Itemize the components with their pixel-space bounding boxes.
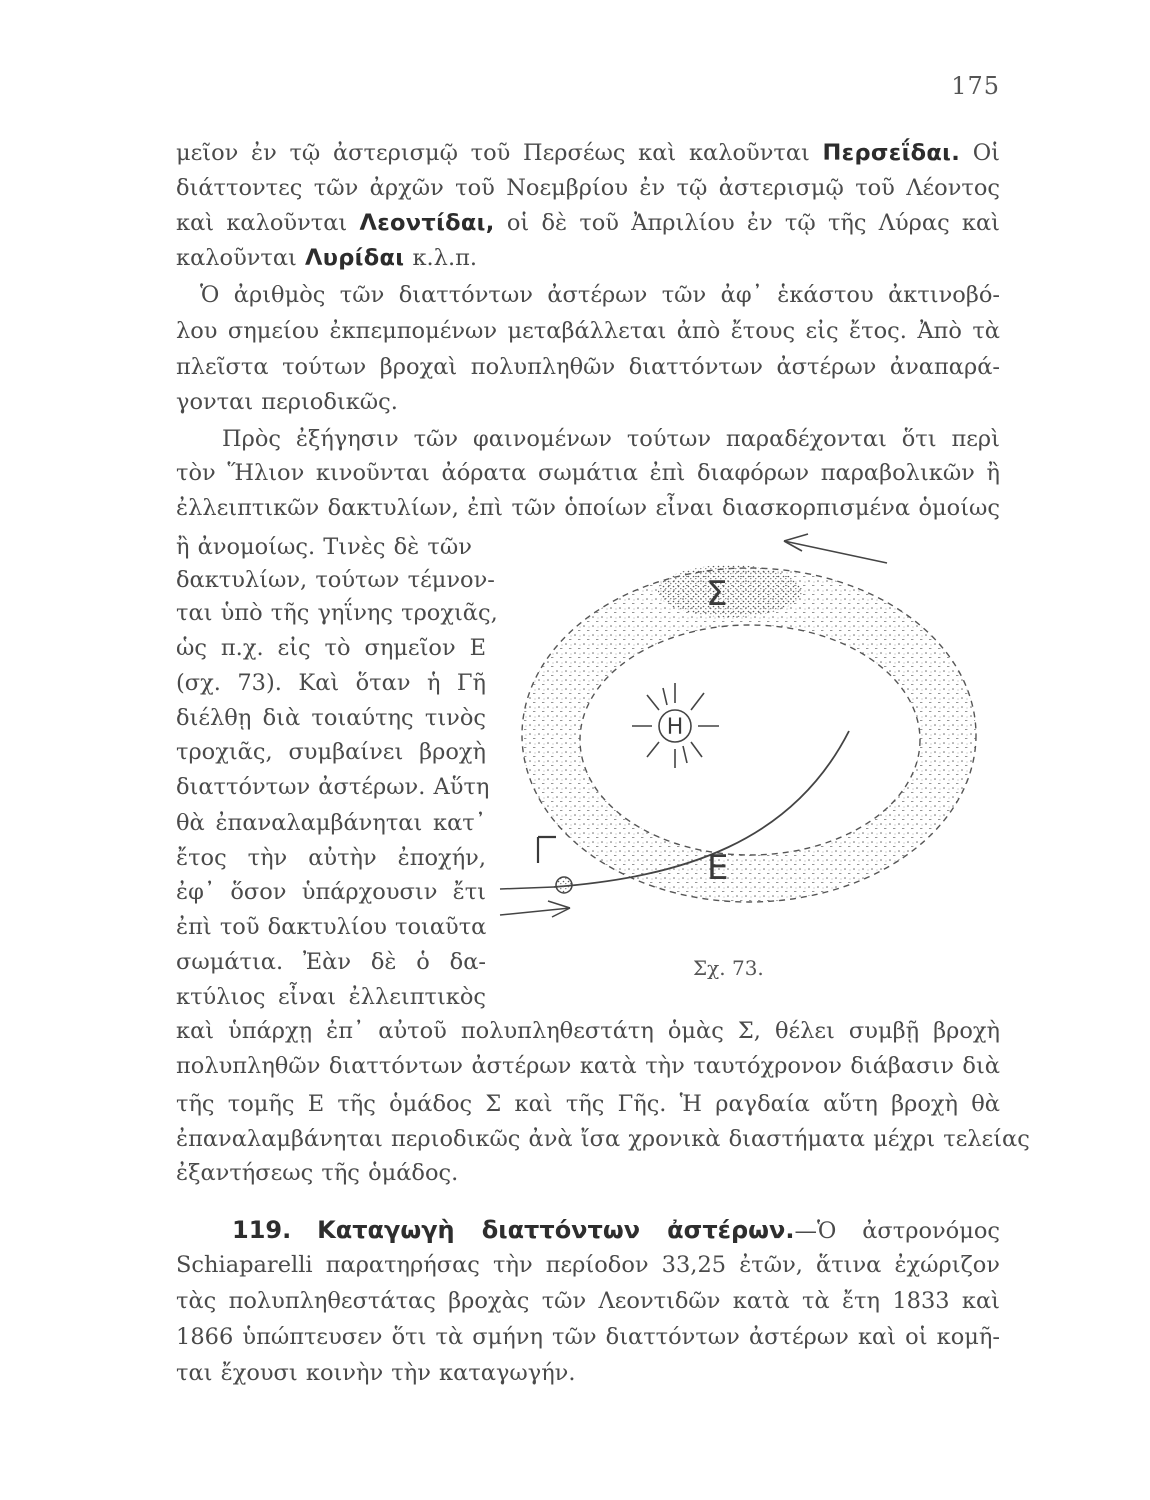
term-perseids: Περσεΐδαι. (822, 140, 961, 166)
section-119-title: Καταγωγὴ διαττόντων ἀστέρων. (317, 1216, 795, 1244)
ring-inner-edge (580, 625, 920, 855)
p1-line-3 (176, 208, 1000, 238)
p1-l4-text-c: κ.λ.π. (404, 245, 478, 271)
label-sigma: Σ (706, 574, 728, 614)
section-119-line-2: Schiaparelli παρατηρήσας τὴν περίοδον 33,25 ἐτῶν, ἅτινα ἐχώριζον (176, 1252, 1000, 1278)
p3-wrap-line-4: ὡς π.χ. εἰς τὸ σημεῖον Ε (176, 635, 486, 661)
section-119-line-4: 1866 ὑπώπτευσεν ὅτι τὰ σμήνη τῶν διαττόντων ἀστέρων καὶ οἱ κομῆ- (176, 1324, 1000, 1350)
section-119-line-5: ται ἔχουσι κοινὴν τὴν καταγωγήν. (176, 1360, 576, 1386)
term-lyrids: Λυρίδαι (305, 245, 405, 271)
p3-line-3: ἐλλειπτικῶν δακτυλίων, ἐπὶ τῶν ὁποίων εἶναι διασκορπισμένα ὁμοίως (176, 495, 1000, 521)
p3-wrap-line-1: ἢ ἀνομοίως. Τινὲς δὲ τῶν (176, 534, 472, 560)
section-119-number: 119. (232, 1216, 292, 1244)
p3-line-1: Πρὸς ἐξήγησιν τῶν φαινομένων τούτων παραδέχονται ὅτι περὶ (222, 426, 1000, 452)
p1-l4-text-a: καλοῦνται (176, 245, 306, 271)
p1-line-1 (176, 138, 1000, 168)
p3-wrap-line-9: θὰ ἐπαναλαμβάνηται κατ᾽ (176, 810, 486, 836)
figure-caption: Σχ. 73. (693, 956, 764, 980)
p3-wrap-line-11: ἐφ᾽ ὅσον ὑπάρχουσιν ἔτι (176, 879, 486, 905)
label-gamma-text: Γ (392, 425, 393, 426)
label-epsilon: Ε (707, 848, 729, 888)
p3-line-2: τὸν Ἥλιον κινοῦνται ἀόρατα σωμάτια ἐπὶ διαφόρων παραβολικῶν ἢ (176, 460, 1000, 486)
p1-l3-text-a: καὶ καλοῦνται (176, 210, 360, 236)
p1-line-4 (176, 243, 1000, 273)
p2-line-3: πλεῖστα τούτων βροχαὶ πολυπληθῶν διαττόντων ἀστέρων ἀναπαρά- (176, 354, 1000, 380)
ring-direction-arrow (784, 534, 887, 563)
section-119-l1-rest: —Ὁ ἀστρονόμος (794, 1218, 1000, 1244)
p3-wrap-line-7: τροχιᾶς, συμβαίνει βροχὴ (176, 739, 486, 765)
label-gamma (538, 837, 556, 863)
p1-l1-text-c: Οἱ (960, 140, 1001, 166)
p2-line-2: λου σημείου ἐκπεμπομένων μεταβάλλεται ἀπὸ ἔτους εἰς ἔτος. Ἀπὸ τὰ (176, 318, 1000, 344)
p3-wrap-line-10: ἔτος τὴν αὐτὴν ἐποχήν, (176, 845, 486, 871)
earth-icon (556, 877, 572, 893)
p3-end-line-3: τῆς τομῆς Ε τῆς ὁμάδος Σ καὶ τῆς Γῆς. Ἡ ραγδαία αὕτη βροχὴ θὰ (176, 1091, 1000, 1117)
p1-line-2: διάττοντες τῶν ἀρχῶν τοῦ Νοεμβρίου ἐν τῷ ἀστερισμῷ τοῦ Λέοντος (176, 175, 1000, 201)
p3-wrap-line-2: δακτυλίων, τούτων τέμνον- (176, 567, 495, 593)
meteor-ring (522, 568, 976, 902)
p3-wrap-line-13: σωμάτια. Ἐὰν δὲ ὁ δα- (176, 949, 486, 975)
p1-l3-text-c: οἱ δὲ τοῦ Ἀπριλίου ἐν τῷ τῆς Λύρας καὶ (494, 210, 1001, 236)
label-eta: Η (666, 715, 684, 740)
swarm-cluster (658, 565, 802, 617)
p3-wrap-line-3: ται ὑπὸ τῆς γηΐνης τροχιᾶς, (176, 600, 498, 626)
p3-end-line-2: πολυπληθῶν διαττόντων ἀστέρων κατὰ τὴν ταυτόχρονον διάβασιν διὰ (176, 1053, 1000, 1079)
page-number: 175 (951, 72, 1000, 100)
term-leonids: Λεοντίδαι, (359, 210, 495, 236)
p3-end-line-1: καὶ ὑπάρχῃ ἐπ᾽ αὐτοῦ πολυπληθεστάτη ὁμὰς Σ, θέλει συμβῇ βροχὴ (176, 1018, 1000, 1044)
p3-wrap-line-8: διαττόντων ἀστέρων. Αὕτη (176, 774, 490, 800)
p3-wrap-line-14: κτύλιος εἶναι ἐλλειπτικὸς (176, 984, 486, 1010)
p3-end-line-5: ἐξαντήσεως τῆς ὁμάδος. (176, 1160, 459, 1186)
p3-wrap-line-12: ἐπὶ τοῦ δακτυλίου τοιαῦτα (176, 914, 487, 940)
p3-wrap-line-6: διέλθῃ διὰ τοιαύτης τινὸς (176, 705, 486, 731)
p2-line-1: Ὁ ἀριθμὸς τῶν διαττόντων ἀστέρων τῶν ἀφ᾽ ἑκάστου ἀκτινοβό- (200, 282, 1000, 308)
p1-l1-text-a: μεῖον ἐν τῷ ἀστερισμῷ τοῦ Περσέως καὶ καλοῦνται (176, 140, 823, 166)
p3-end-line-4: ἐπαναλαμβάνηται περιοδικῶς ἀνὰ ἴσα χρονικὰ διαστήματα μέχρι τελείας (176, 1126, 1030, 1152)
p3-wrap-line-5: (σχ. 73). Καὶ ὅταν ἡ Γῆ (176, 670, 486, 696)
section-119-line-3: τὰς πολυπληθεστάτας βροχὰς τῶν Λεοντιδῶν κατὰ τὰ ἔτη 1833 καὶ (176, 1288, 1000, 1314)
section-119-heading-line (232, 1213, 1000, 1247)
p2-line-4: γονται περιοδικῶς. (176, 389, 398, 415)
